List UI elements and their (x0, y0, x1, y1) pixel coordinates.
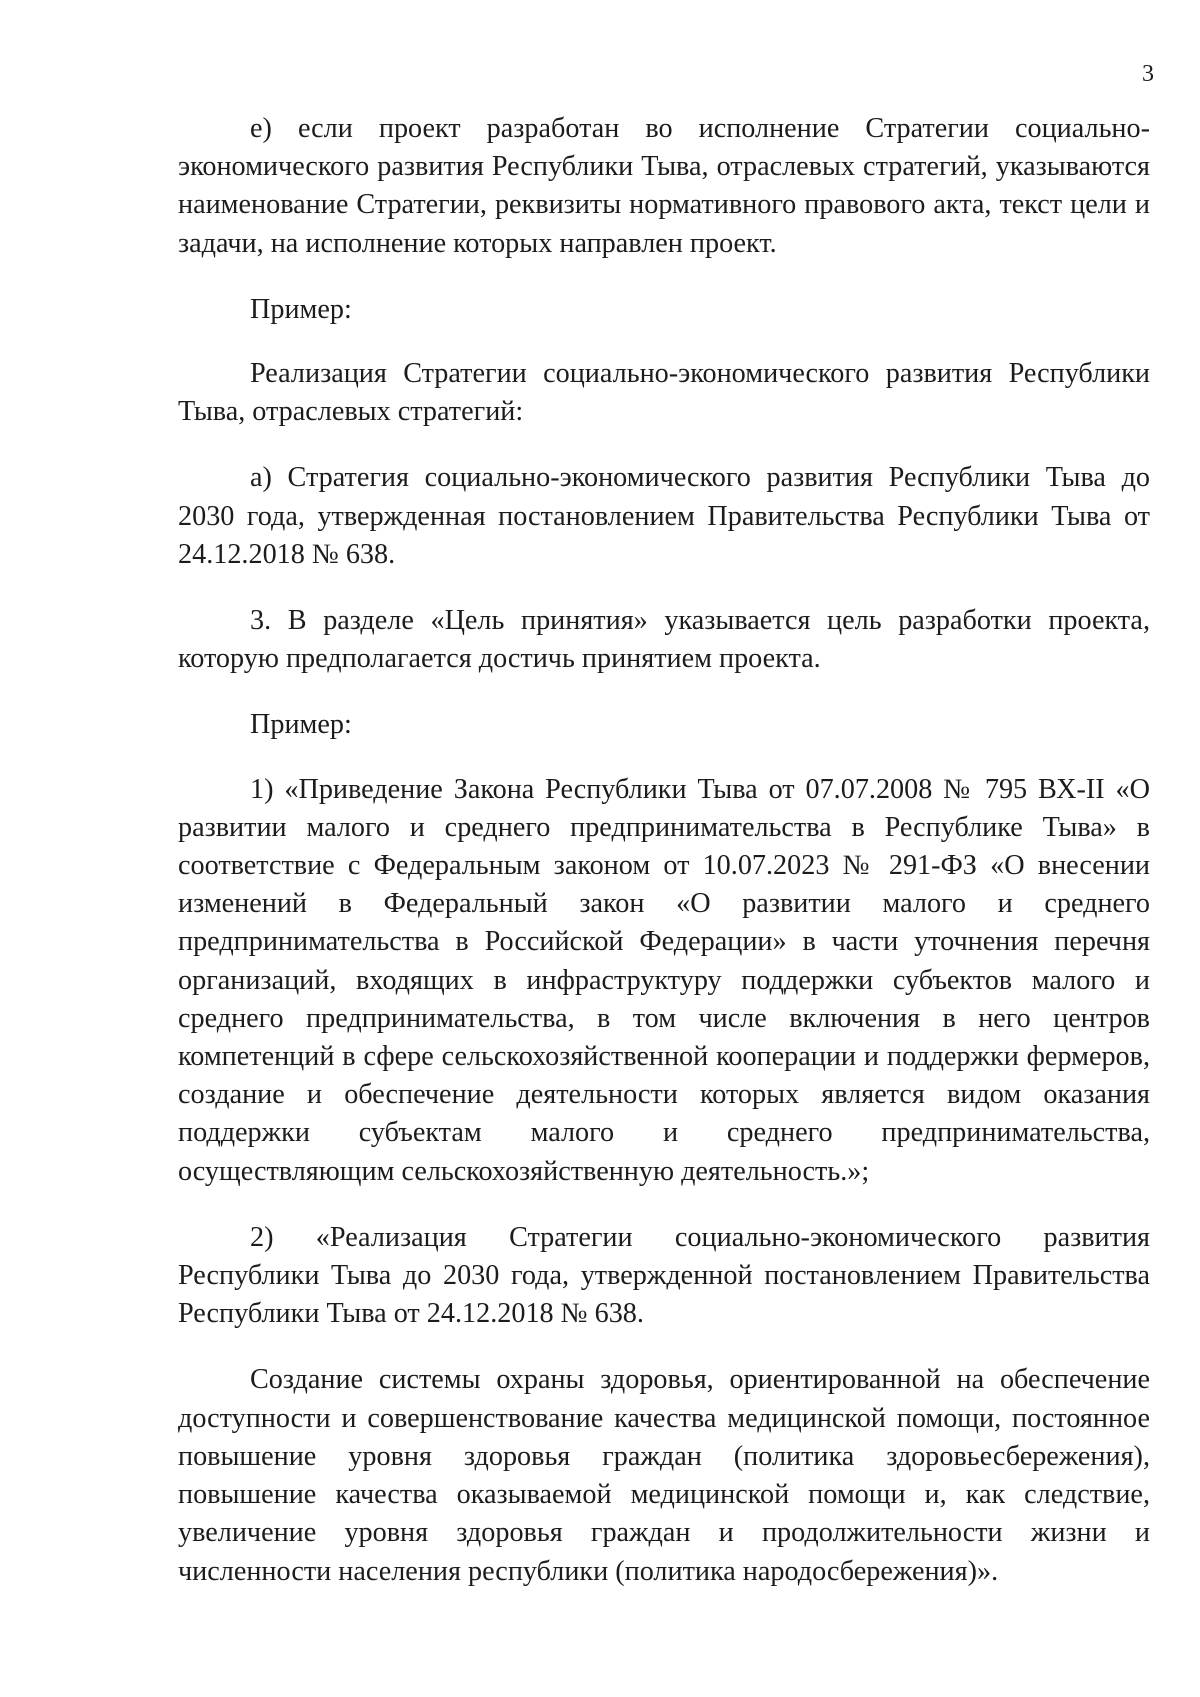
paragraph-healthcare: Создание системы охраны здоровья, ориентированной на обеспечение доступности и совершенствование качества медицинской помощи, постоянное повышение уровня здоровья граждан (политика здоровьесбережения), повышение качества оказываемой медицинской помощи и, как следствие, увеличение уровня здоровья граждан и продолжительности жизни и численности населения республики (политика народосбережения)». (178, 1364, 1150, 1587)
page-number: 3 (1142, 61, 1154, 87)
example-label: Пример: (250, 293, 352, 325)
paragraph-section-3-goal: 3. В разделе «Цель принятия» указывается цель разработки проекта, которую предполагается достичь принятием проекта. (178, 605, 1150, 675)
paragraph-example-1: 1) «Приведение Закона Республики Тыва от 07.07.2008 № 795 ВХ-II «О развитии малого и среднего предпринимательства в Республике Тыва» в соответствие с Федеральным законом от 10.07.2023 № 291-ФЗ «О внесении изменений в Федеральный закон «О развитии малого и среднего предпринимательства в Российской Федерации» в части уточнения перечня организаций, входящих в инфраструктуру поддержки субъектов малого и среднего предпринимательства, в том числе включения в него центров компетенций в сфере сельскохозяйственной кооперации и поддержки фермеров, создание и обеспечение деятельности которых является видом оказания поддержки субъектам малого и среднего предпринимательства, осуществляющим сельскохозяйственную деятельность.»; (178, 773, 1150, 1187)
paragraph-example-2: 2) «Реализация Стратегии социально-экономического развития Республики Тыва до 2030 года, утвержденной постановлением Правительства Республики Тыва от 24.12.2018 № 638. (178, 1221, 1150, 1330)
paragraph-strategy-requirement: е) если проект разработан во исполнение Стратегии социально-экономического развития Республики Тыва, отраслевых стратегий, указываются наименование Стратегии, реквизиты нормативного правового акта, текст цели и задачи, на исполнение которых направлен проект. (178, 113, 1150, 259)
document-body (178, 110, 1150, 1619)
paragraph-strategy-item-a: а) Стратегия социально-экономического развития Республики Тыва до 2030 года, утвержденная постановлением Правительства Республики Тыва от 24.12.2018 № 638. (178, 462, 1150, 570)
example-label: Пример: (250, 709, 352, 741)
paragraph-strategy-realization: Реализация Стратегии социально-экономического развития Республики Тыва, отраслевых стратегий: (178, 358, 1150, 428)
